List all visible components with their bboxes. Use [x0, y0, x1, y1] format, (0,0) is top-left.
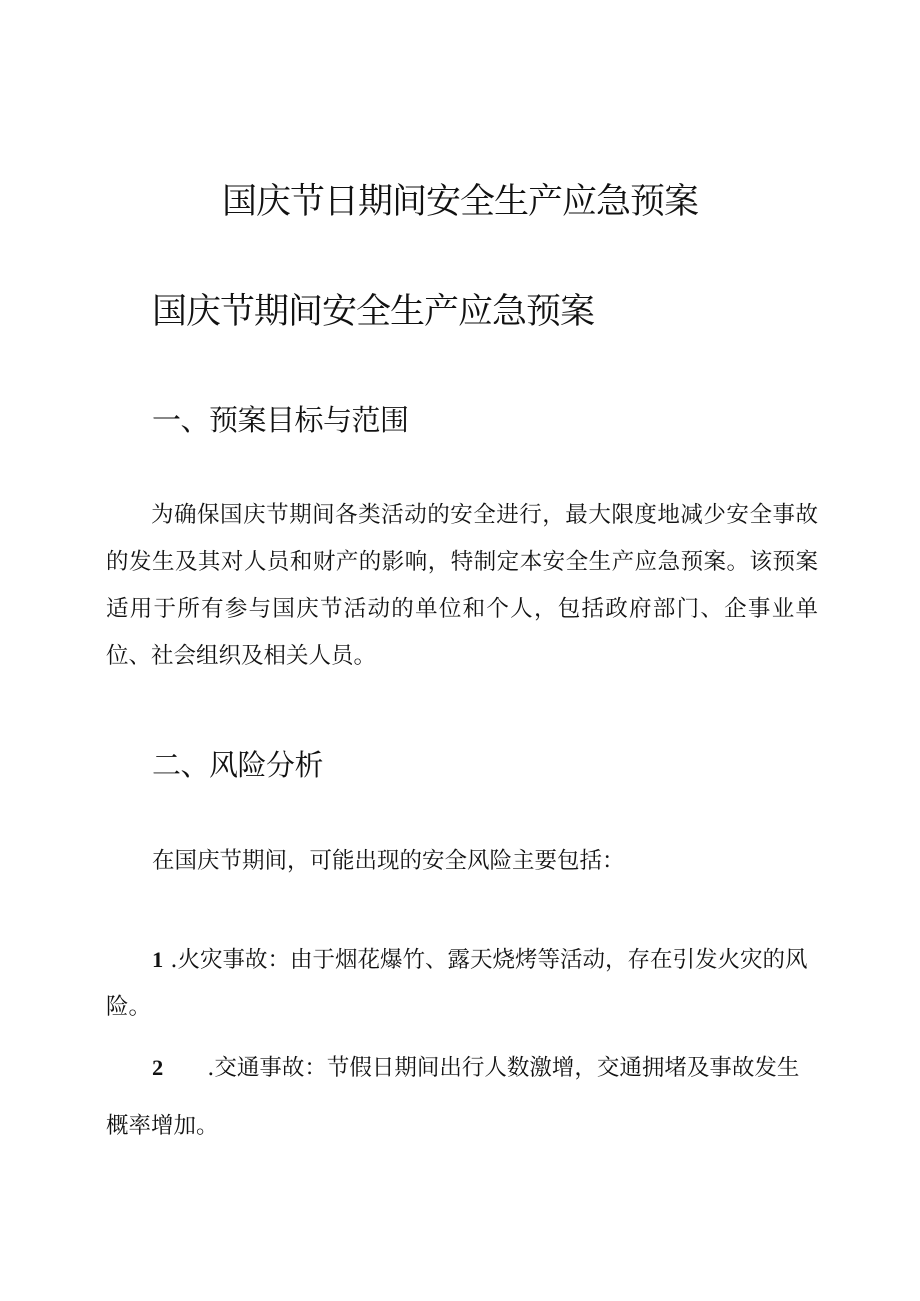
section-paragraph-goals-scope: 为确保国庆节期间各类活动的安全进行，最大限度地减少安全事故的发生及其对人员和财产的影响，特制定本安全生产应急预案。该预案适用于所有参与国庆节活动的单位和个人，包括政府部门、企事业单位、社会组织及相关人员。	[106, 502, 818, 669]
list-item	[106, 936, 818, 1031]
list-item	[106, 1039, 818, 1155]
list-item-number: 2	[152, 1055, 164, 1080]
list-item-text: .火灾事故：由于烟花爆竹、露天烧烤等活动，存在引发火灾的风险。	[106, 947, 808, 1020]
document-title: 国庆节日期间安全生产应急预案	[221, 182, 698, 222]
list-item-number: 1	[152, 947, 164, 972]
risk-analysis-intro: 在国庆节期间，可能出现的安全风险主要包括：	[152, 848, 625, 874]
section-heading-risk-analysis: 二、风险分析	[152, 748, 324, 782]
document-subtitle: 国庆节期间安全生产应急预案	[152, 292, 595, 332]
list-item-text: .交通事故：节假日期间出行人数激增，交通拥堵及事故发生概率增加。	[106, 1055, 800, 1139]
section-heading-goals-scope: 一、预案目标与范围	[152, 403, 409, 437]
